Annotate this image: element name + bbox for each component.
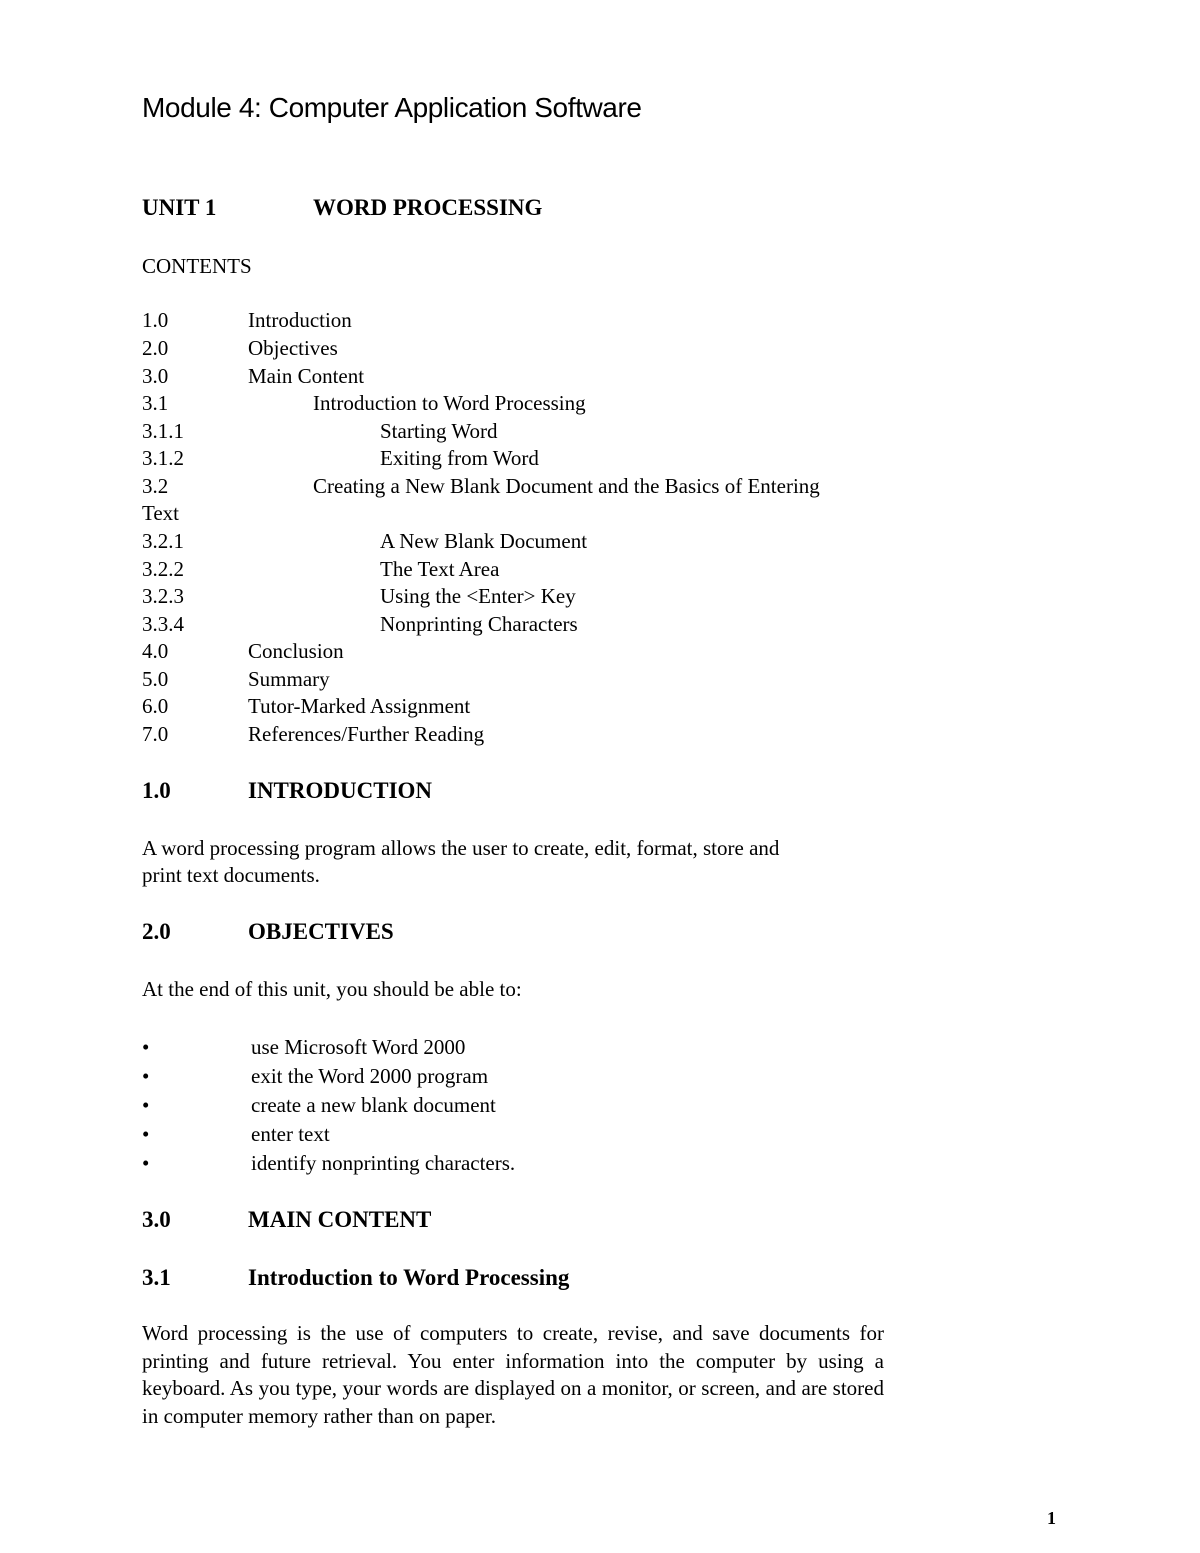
section-number: 2.0 [142, 919, 171, 944]
toc-entry: A New Blank Document [380, 529, 588, 553]
objectives-lead: At the end of this unit, you should be able to: [142, 977, 522, 1001]
toc-entry: Nonprinting Characters [380, 612, 578, 636]
page-title: Module 4: Computer Application Software [142, 92, 642, 123]
bullet-icon: • [142, 1122, 150, 1146]
toc-number: 3.2 [142, 474, 169, 498]
toc-entry: The Text Area [380, 557, 500, 581]
toc-number: 4.0 [142, 639, 169, 663]
subsection-heading: Introduction to Word Processing [248, 1265, 570, 1290]
toc-number: 3.3.4 [142, 612, 184, 636]
contents-heading: CONTENTS [142, 254, 252, 278]
toc-number: 7.0 [142, 722, 169, 746]
toc-entry: Creating a New Blank Document and the Basics of Entering [313, 474, 820, 498]
bullet-icon: • [142, 1064, 150, 1088]
toc-number: 3.0 [142, 364, 169, 388]
page-number: 1 [1047, 1508, 1056, 1528]
toc-entry: Introduction to Word Processing [313, 391, 586, 415]
list-item: exit the Word 2000 program [251, 1064, 489, 1088]
toc-entry: Tutor-Marked Assignment [248, 694, 471, 718]
toc-entry: References/Further Reading [248, 722, 485, 746]
toc-entry: Summary [248, 667, 330, 691]
toc-entry: Introduction [248, 308, 352, 332]
bullet-icon: • [142, 1035, 150, 1059]
section-heading-objectives: OBJECTIVES [248, 919, 394, 944]
subsection-number: 3.1 [142, 1265, 171, 1290]
bullet-icon: • [142, 1151, 150, 1175]
toc-number: 3.1.1 [142, 419, 184, 443]
toc-entry: Main Content [248, 364, 365, 388]
toc-number: 3.2.1 [142, 529, 184, 553]
toc-number: 2.0 [142, 336, 169, 360]
list-item: enter text [251, 1122, 330, 1146]
section-number: 1.0 [142, 778, 171, 803]
intro-paragraph-line: A word processing program allows the user to create, edit, format, store and [142, 836, 780, 860]
toc-number: 6.0 [142, 694, 169, 718]
toc-entry-continuation: Text [142, 501, 180, 525]
toc-number: 3.2.2 [142, 557, 184, 581]
section-number: 3.0 [142, 1207, 171, 1232]
toc-entry: Conclusion [248, 639, 344, 663]
body-paragraph: Word processing is the use of computers to create, revise, and save documents for printing and future retrieval. You enter information into the computer by using a keyboard. As you type, your words are displayed on a monitor, or screen, and are stored in computer memory rather than on paper. [142, 1321, 884, 1428]
toc-entry: Using the <Enter> Key [380, 584, 576, 608]
section-heading-introduction: INTRODUCTION [248, 778, 433, 803]
list-item: create a new blank document [251, 1093, 496, 1117]
toc-entry: Starting Word [380, 419, 498, 443]
toc-number: 3.2.3 [142, 584, 184, 608]
list-item: identify nonprinting characters. [251, 1151, 516, 1175]
section-heading-main-content: MAIN CONTENT [248, 1207, 432, 1232]
toc-number: 5.0 [142, 667, 169, 691]
toc-number: 3.1.2 [142, 446, 184, 470]
bullet-icon: • [142, 1093, 150, 1117]
toc-number: 1.0 [142, 308, 169, 332]
toc-number: 3.1 [142, 391, 169, 415]
toc-entry: Exiting from Word [380, 446, 539, 470]
unit-label: UNIT 1 [142, 195, 217, 220]
unit-name: WORD PROCESSING [313, 195, 543, 220]
toc-entry: Objectives [248, 336, 338, 360]
list-item: use Microsoft Word 2000 [251, 1035, 466, 1059]
intro-paragraph-line: print text documents. [142, 863, 320, 887]
